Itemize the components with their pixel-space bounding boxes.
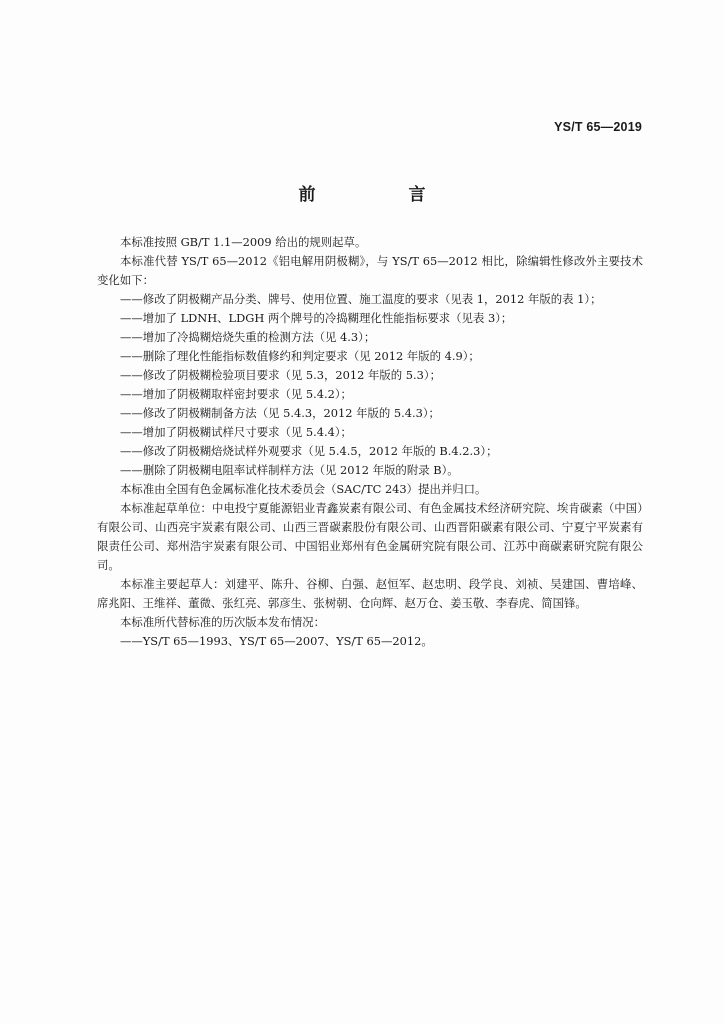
paragraph-drafting-rules: 本标准按照 GB/T 1.1—2009 给出的规则起草。 — [120, 235, 367, 249]
document-code: YS/T 65—2019 — [554, 120, 642, 134]
change-item: ——增加了冷捣糊焙烧失重的检测方法（见 4.3）； — [120, 330, 376, 344]
foreword-body — [97, 233, 643, 651]
paragraph-committee: 本标准由全国有色金属标准化技术委员会（SAC/TC 243）提出并归口。 — [120, 482, 487, 496]
change-item: ——修改了阴极糊焙烧试样外观要求（见 5.4.5，2012 年版的 B.4.2.3）； — [120, 444, 498, 458]
change-item: ——修改了阴极糊产品分类、牌号、使用位置、施工温度的要求（见表 1，2012 年版的表 1）； — [120, 292, 602, 306]
paragraph-drafting-units: 本标准起草单位：中电投宁夏能源铝业青鑫炭素有限公司、有色金属技术经济研究院、埃肯碳素（中国）有限公司、山西亮宇炭素有限公司、山西三晋碳素股份有限公司、山西晋阳碳素有限公司、宁夏宁平炭素有限责任公司、郑州浩宇炭素有限公司、中国铝业郑州有色金属研究院有限公司、江苏中商碳素研究院有限公司。 — [97, 501, 643, 572]
change-item: ——增加了阴极糊取样密封要求（见 5.4.2）； — [120, 387, 352, 401]
paragraph-history-versions: ——YS/T 65—1993、YS/T 65—2007、YS/T 65—2012。 — [120, 634, 433, 648]
paragraph-replacement: 本标准代替 YS/T 65—2012《铝电解用阴极糊》，与 YS/T 65—2012 相比，除编辑性修改外主要技术变化如下： — [97, 254, 643, 287]
change-item: ——增加了阴极糊试样尺寸要求（见 5.4.4）； — [120, 425, 352, 439]
section-title: 前 言 — [298, 185, 464, 205]
change-item: ——修改了阴极糊检验项目要求（见 5.3，2012 年版的 5.3）； — [120, 368, 441, 382]
change-item: ——修改了阴极糊制备方法（见 5.4.3，2012 年版的 5.4.3）； — [120, 406, 440, 420]
paragraph-history-intro: 本标准所代替标准的历次版本发布情况： — [120, 615, 326, 629]
paragraph-drafters: 本标准主要起草人：刘建平、陈升、谷柳、白强、赵恒军、赵忠明、段学良、刘祯、吴建国、曹培峰、席兆阳、王维祥、董微、张红亮、郭彦生、张树朝、仓向辉、赵万仓、姜玉敬、李春虎、简国锋。 — [97, 577, 643, 610]
change-item: ——增加了 LDNH、LDGH 两个牌号的冷捣糊理化性能指标要求（见表 3）； — [120, 311, 513, 325]
change-item: ——删除了阴极糊电阻率试样制样方法（见 2012 年版的附录 B）。 — [120, 463, 459, 477]
change-item: ——删除了理化性能指标数值修约和判定要求（见 2012 年版的 4.9）； — [120, 349, 480, 363]
